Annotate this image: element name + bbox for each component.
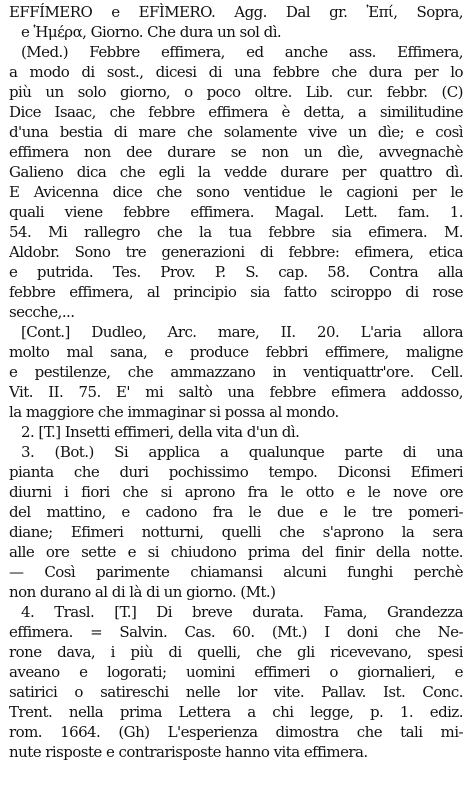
text-line: secche,... [9,303,75,321]
text-line: febbre effimera, al principio sia fatto sciroppo di rose [9,283,463,301]
text-line: rom. 1664. (Gh) L'esperienza dimostra che tali mi- [9,723,463,741]
text-line: a modo di sost., dicesi di una febbre che dura per lo [9,63,463,81]
text-line: 54. Mi rallegro che la tua febbre sia efimera. M. [9,223,463,241]
text-line: d'una bestia di mare che solamente vive un dìe; e così [9,123,463,141]
text-line: 2. [T.] Insetti effimeri, della vita d'un dì. [21,423,300,441]
text-line: la maggiore che immaginar si possa al mondo. [9,403,339,421]
text-line: più un solo giorno, o poco oltre. Lib. cur. febbr. (C) [9,83,463,101]
text-line: nute risposte e contrarisposte hanno vita effimera. [9,743,368,761]
text-line: Vit. II. 75. E' mi saltò una febbre efimera addosso, [9,383,463,401]
text-line: del mattino, e cadono fra le due e le tre pomeri- [9,503,463,521]
text-line: rone dava, i più di quelli, che gli ricevevano, spesi [9,643,463,661]
text-line: Trent. nella prima Lettera a chi legge, p. 1. ediz. [9,703,463,721]
text-line: molto mal sana, e produce febbri effimere, maligne [9,343,463,361]
text-line: non durano al di là di un giorno. (Mt.) [9,583,276,601]
text-line: e pestilenze, che ammazzano in ventiquattr'ore. Cell. [9,363,463,381]
text-line: effimera non dee durare se non un dìe, avvegnachè [9,143,463,161]
text-line: quali viene febbre effimera. Magal. Lett. fam. 1. [9,203,463,221]
text-line: — Così parimente chiamansi alcuni funghi perchè [9,563,463,581]
text-line: 3. (Bot.) Si applica a qualunque parte di una [21,443,463,461]
text-line: 4. Trasl. [T.] Di breve durata. Fama, Grandezza [21,603,463,621]
text-line: Dice Isaac, che febbre effimera è detta, a similitudine [9,103,463,121]
text-line: [Cont.] Dudleo, Arc. mare, II. 20. L'aria allora [21,323,463,341]
text-line: aveano e logorati; uomini effimeri o giornalieri, e [9,663,463,681]
text-line: E Avicenna dice che sono ventidue le cagioni per le [9,183,463,201]
text-line: diurni i fiori che si aprono fra le otto e le nove ore [9,483,463,501]
text-line: pianta che duri pochissimo tempo. Diconsi Efimeri [9,463,463,481]
text-line: alle ore sette e si chiudono prima del finir della notte. [9,543,463,561]
text-line: e Ἡμέρα, Giorno. Che dura un sol dì. [21,23,282,41]
text-line: effimera. = Salvin. Cas. 60. (Mt.) I doni che Ne- [9,623,463,641]
text-line: Galieno dica che egli la vedde durare per quattro dì. [9,163,463,181]
text-line: Aldobr. Sono tre generazioni di febbre: efimera, etica [9,243,463,261]
text-line: e putrida. Tes. Prov. P. S. cap. 58. Contra alla [9,263,463,281]
text-line: (Med.) Febbre effimera, ed anche ass. Effimera, [21,43,463,61]
text-line: satirici o satireschi nelle lor vite. Pallav. Ist. Conc. [9,683,463,701]
text-line: EFFÍMERO e EFÌMERO. Agg. Dal gr. Ἐπί, Sopra, [9,3,463,21]
text-line: diane; Efimeri notturni, quelli che s'aprono la sera [9,523,463,541]
